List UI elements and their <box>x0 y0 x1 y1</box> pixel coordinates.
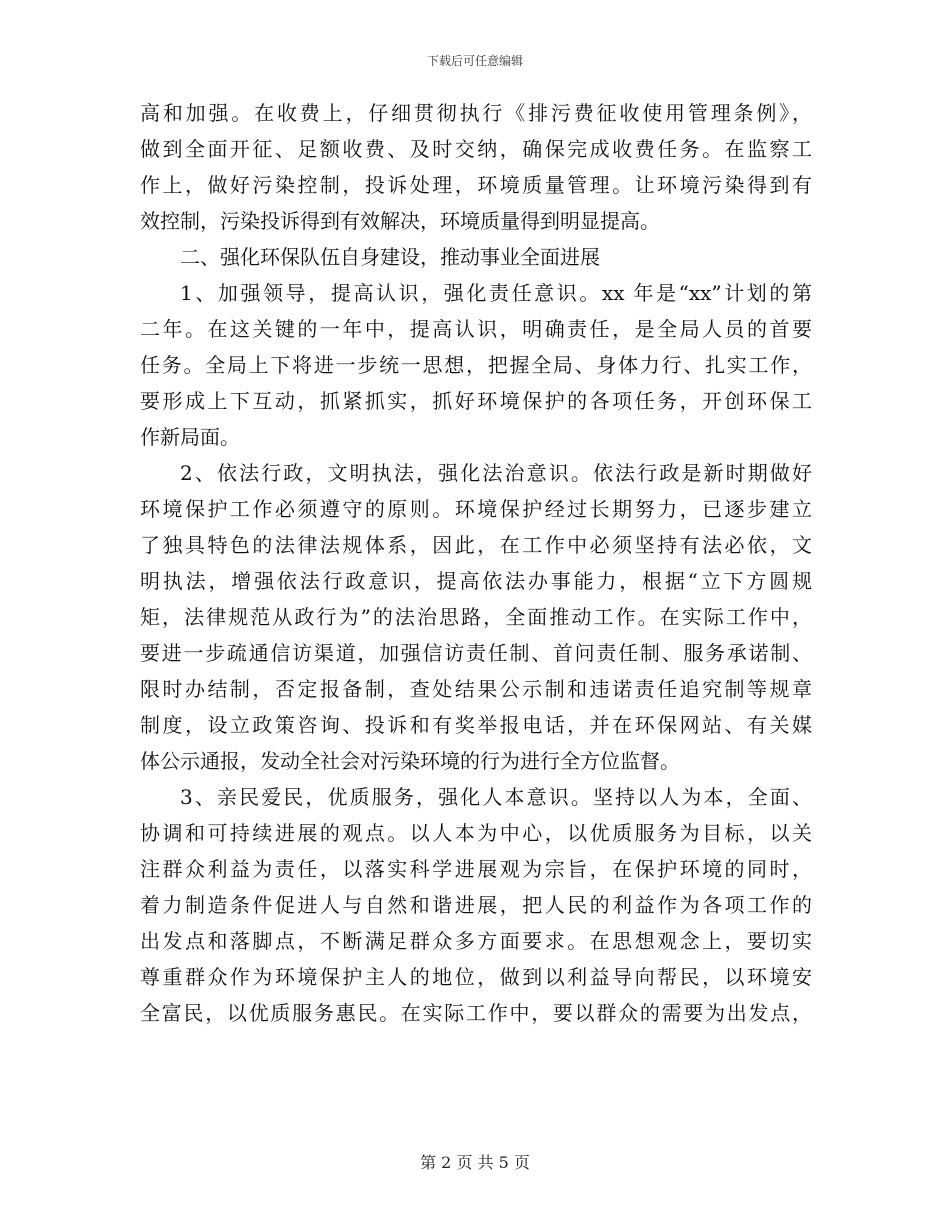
body-line: 出发点和落脚点，不断满足群众多方面要求。在思想观念上，要切实 <box>140 929 812 953</box>
section-heading: 二、强化环保队伍自身建设，推动事业全面进展 <box>180 245 600 269</box>
body-line: 二年。在这关键的一年中，提高认识，明确责任，是全局人员的首要 <box>140 317 812 341</box>
body-line: 制度，设立政策咨询、投诉和有奖举报电话，并在环保网站、有关媒 <box>140 713 812 737</box>
body-line: 着力制造条件促进人与自然和谐进展，把人民的利益作为各项工作的 <box>140 893 812 917</box>
body-line: 环境保护工作必须遵守的原则。环境保护经过长期努力，已逐步建立 <box>140 497 812 521</box>
paragraph-start-line: 2、依法行政，文明执法，强化法治意识。依法行政是新时期做好 <box>180 461 812 485</box>
page-number-footer: 第 2 页 共 5 页 <box>420 1153 530 1172</box>
body-line: 全富民，以优质服务惠民。在实际工作中，要以群众的需要为出发点， <box>140 1001 812 1025</box>
body-line: 注群众利益为责任，以落实科学进展观为宗旨，在保护环境的同时， <box>140 857 812 881</box>
body-line: 尊重群众作为环境保护主人的地位，做到以利益导向帮民，以环境安 <box>140 965 812 989</box>
page-header: 下载后可任意编辑 <box>426 54 523 68</box>
body-line: 了独具特色的法律法规体系，因此，在工作中必须坚持有法必依，文 <box>140 533 812 557</box>
body-line: 任务。全局上下将进一步统一思想，把握全局、身体力行、扎实工作， <box>140 353 812 377</box>
paragraph-start-line: 1、加强领导，提高认识，强化责任意识。xx 年是“xx”计划的第 <box>180 281 812 305</box>
body-line: 做到全面开征、足额收费、及时交纳，确保完成收费任务。在监察工 <box>140 137 812 161</box>
body-line: 限时办结制，否定报备制，查处结果公示制和违诺责任追究制等规章 <box>140 677 812 701</box>
body-line: 高和加强。在收费上，仔细贯彻执行《排污费征收使用管理条例》， <box>140 101 812 125</box>
body-line: 体公示通报，发动全社会对污染环境的行为进行全方位监督。 <box>140 749 680 773</box>
paragraph-start-line: 3、亲民爱民，优质服务，强化人本意识。坚持以人为本，全面、 <box>180 785 812 809</box>
body-line: 作上，做好污染控制，投诉处理，环境质量管理。让环境污染得到有 <box>140 173 812 197</box>
body-line: 作新局面。 <box>140 425 240 449</box>
body-line: 矩，法律规范从政行为”的法治思路，全面推动工作。在实际工作中， <box>140 605 812 629</box>
body-line: 要进一步疏通信访渠道，加强信访责任制、首问责任制、服务承诺制、 <box>140 641 812 665</box>
body-line: 效控制，污染投诉得到有效解决，环境质量得到明显提高。 <box>140 209 660 233</box>
body-line: 协调和可持续进展的观点。以人本为中心，以优质服务为目标，以关 <box>140 821 812 845</box>
body-line: 要形成上下互动，抓紧抓实，抓好环境保护的各项任务，开创环保工 <box>140 389 812 413</box>
document-body <box>140 95 812 1031</box>
body-line: 明执法，增强依法行政意识，提高依法办事能力，根据“立下方圆规 <box>140 569 812 593</box>
